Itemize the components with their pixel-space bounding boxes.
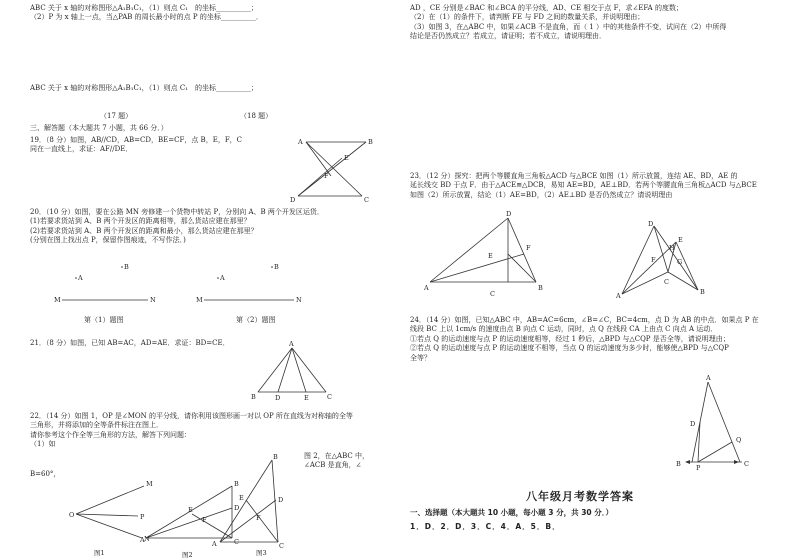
q24-label-c: C — [744, 460, 749, 468]
q20-fig2-label-m: M — [196, 296, 203, 304]
q22-fig2-text-1: 图 2，在△ABC 中， — [304, 452, 369, 460]
q20-fig2-point-a — [217, 277, 219, 279]
q21-line-1: 21．（8 分）如图，已知 AB=AC，AD=AE．求证：BD=CE． — [30, 339, 230, 347]
top-left-text — [30, 4, 263, 23]
q23-fig2-side-ac — [622, 272, 668, 294]
q20-fig2-label-a: A — [220, 274, 225, 282]
q23-fig1-label-a: A — [424, 284, 429, 292]
q22-fig2-label-e: E — [188, 506, 193, 514]
q23-text — [410, 172, 757, 200]
q19-segment-bd — [298, 142, 366, 196]
q20-fig1-label-n: N — [150, 296, 156, 304]
q19-segment-ac — [306, 142, 362, 196]
q24-text — [410, 316, 759, 363]
q22-fig2-label-a: A — [140, 536, 145, 544]
q24-segment-pq — [698, 442, 732, 462]
q24-side-ac — [708, 382, 740, 462]
q23-fig2-label-a: A — [616, 292, 621, 300]
q23-fig1-side-ad — [430, 218, 508, 282]
q22-fig1-label-m: M — [146, 480, 153, 488]
q23-line-2: 延长线交 BD 于点 F．由于△ACE≌△DCB，易知 AE=BD，AE⊥BD．若两个等腰直角三角板△ACD 与△BCE — [410, 181, 757, 190]
q21-label-c: C — [327, 393, 332, 401]
q23-fig2-label-d: D — [648, 220, 654, 228]
q22-fig1-ray-om — [76, 486, 144, 514]
q20-fig1-point-a — [75, 277, 77, 279]
q22-fig2-label-f: F — [202, 516, 207, 524]
q22-line-5: B=60°， — [30, 470, 61, 478]
q20-fig1-label-m: M — [54, 296, 61, 304]
q23-fig1-side-db — [508, 218, 536, 282]
q23-fig2-label-e: E — [678, 236, 683, 244]
q22-fig3-label-a: A — [212, 540, 217, 548]
q19-label-c: C — [364, 196, 369, 204]
q22-fig3-side-ba — [220, 460, 272, 542]
q22-fig2-text — [304, 452, 369, 471]
q20-fig2-caption: 第（2）题图 — [236, 316, 276, 324]
top-left-line-3: ABC 关于 x 轴的对称图形△A₁B₁C₁，（1）则点 C₁ 的坐标__________； — [30, 84, 259, 92]
q20-line-4: (分别在图上找出点 P，保留作图痕迹，不写作法．) — [30, 236, 186, 245]
q23-fig2-label-g: G — [677, 258, 683, 266]
q23-figure-2 — [614, 218, 710, 300]
q22-line-2: 三角形，并将添加的全等条件标注在图上． — [30, 421, 163, 430]
q24-line-3: ①若点 Q 的运动速度与点 P 的运动速度相等，经过 1 秒后，△BPD 与△CQP 是否全等，请说明理由； — [410, 334, 730, 343]
q23-fig1-label-b: B — [538, 284, 543, 292]
q22-fig3-bisector-ce — [246, 500, 278, 542]
q19-label-b: B — [368, 138, 373, 146]
q21-segment-ab — [258, 348, 292, 392]
q23-fig1-line-af — [430, 254, 524, 282]
q24-arrow-icon — [734, 460, 739, 464]
q24-line-2: 线段 BC 上以 1cm/s 的速度由点 B 向点 C 运动，同时，点 Q 在线段 CA 上由点 C 向点 A 运动． — [410, 325, 718, 334]
q23-fig2-side-ad — [622, 226, 654, 294]
q22-fig1-ray-on — [76, 514, 142, 538]
q23-line-1: 23．（12 分）探究：把两个等腰直角三角板△ACD 与△BCE 如图（1）所示放置，连结 AE、BD，AE 的 — [410, 172, 738, 180]
q22-fig3-label-e: E — [239, 494, 244, 502]
q19-segment-de — [298, 158, 342, 196]
q21-segment-ac — [292, 348, 326, 392]
top-left-line-1: ABC 关于 x 轴的对称图形△A₁B₁C₁，（1）则点 C₁ 的坐标__________； — [30, 4, 259, 12]
q20-fig2-point-b — [271, 266, 273, 268]
q23-fig2-side-dc — [654, 226, 668, 272]
q23-fig1-label-d: D — [506, 210, 512, 218]
q22-text — [30, 412, 353, 450]
q20-figure-2 — [196, 262, 306, 307]
q23-fig1-label-f: F — [526, 244, 531, 252]
q24-line-5: 全等？ — [410, 353, 431, 362]
caption-fig18: （18 题） — [240, 112, 273, 120]
q23-line-3: 如图（2）所示放置，结论（1）AE=BD，（2）AE⊥BD 是否仍然成立？请说明理由 — [410, 190, 673, 199]
q23-fig2-label-h: H — [669, 244, 675, 252]
q22-fig2-label-d: D — [234, 504, 240, 512]
q20-fig1-label-b: B — [124, 263, 129, 271]
q22-fig3-caption: 图3 — [256, 549, 267, 557]
q21-segment-ad — [278, 348, 292, 392]
q20-line-1: 20．（10 分）如图，要在公路 MN 旁修建一个货物中转站 P，分别向 A、B 两个开发区运货． — [30, 208, 324, 216]
q22-fig2-label-b: B — [234, 480, 239, 488]
q22-fig1-ray-op — [76, 514, 138, 516]
q23-fig2-side-eb — [676, 242, 698, 290]
top-right-line-3: （3）如图 3，在△ABC 中，如果∠ACB 不是直角，而（ 1 ）中的其他条件不变，试问在（2）中所得 — [410, 22, 727, 31]
q21-label-b: B — [251, 393, 256, 401]
q22-fig2-text-2: ∠ACB 是直角，∠ — [304, 461, 362, 470]
q20-fig1-label-a: A — [78, 274, 83, 282]
q22-line-3: 请你参考这个作全等三角形的方法，解答下列问题： — [30, 430, 191, 439]
q22-line-4: （1）如 — [30, 440, 56, 449]
q21-segment-ae — [292, 348, 306, 392]
q22-fig3-label-c: C — [279, 542, 284, 550]
q19-line-1: 19．（8 分）如图，AB//CD，AB=CD，BE=CF，点 B，E，F，C — [30, 136, 243, 144]
q20-line-3: (2)若要求货站到 A、B 两个开发区的距离和最小，那么货站应建在那里？ — [30, 226, 258, 235]
q22-fig1-label-n: N — [144, 535, 150, 543]
top-right-line-1: AD ，CE 分别是∠BAC 和∠BCA 的平分线，AD、CE 相交于点 F，求∠EFA 的度数； — [410, 4, 683, 12]
q19-label-e: E — [344, 154, 349, 162]
q19-label-d: D — [290, 196, 296, 204]
q22-fig3-label-d: D — [278, 496, 284, 504]
answers-line-1: 1．D．2．D．3．C．4．A．5．B． — [410, 522, 561, 531]
q22-fig2-label-c: C — [234, 538, 239, 546]
q24-label-p: P — [696, 464, 701, 472]
q21-label-a: A — [289, 340, 294, 348]
q23-fig1-label-c: C — [490, 290, 495, 298]
q23-fig2-line-ae — [622, 242, 676, 294]
q20-fig2-label-n: N — [296, 296, 302, 304]
q22-figure-3 — [212, 453, 286, 550]
q19-text — [30, 136, 242, 155]
q22-fig1-label-o: O — [69, 511, 75, 519]
q21-label-e: E — [304, 394, 309, 402]
q23-fig1-label-e: E — [488, 252, 493, 260]
q22-fig3-label-b: B — [273, 453, 278, 461]
q21-figure — [246, 342, 336, 402]
q22-fig1-label-p: P — [140, 513, 145, 521]
q19-figure — [290, 136, 380, 204]
q22-fig3-label-f: F — [256, 514, 261, 522]
q24-arrow-left-icon — [685, 460, 690, 464]
q23-fig1-side-eb — [508, 254, 536, 282]
answers-section-1: 一、选择题（本大题共 10 小题，每小题 3 分，共 30 分．） — [410, 508, 614, 517]
q20-text — [30, 208, 324, 246]
top-right-line-2: （2）在（1）的条件下，请判断 FE 与 FD 之间的数量关系，并说明理由； — [410, 13, 645, 22]
top-right-line-4: 结论是否仍然成立？若成立，请证明；若不成立，请说明理由． — [410, 32, 606, 41]
q23-fig2-line-db — [654, 226, 698, 290]
q20-figure-1 — [50, 262, 160, 307]
q24-label-b: B — [676, 460, 681, 468]
q24-figure — [676, 374, 756, 474]
q20-fig1-caption: 第（1）题图 — [84, 316, 124, 324]
top-left-line-2: （2）P 为 x 轴上一点，当△PAB 的周长最小时的点 P 的坐标__________． — [30, 13, 263, 22]
q21-label-d: D — [275, 394, 281, 402]
q23-fig2-label-f: F — [651, 256, 656, 264]
q20-fig2-label-b: B — [274, 263, 279, 271]
caption-fig17: （17 题） — [100, 112, 133, 120]
q23-fig2-label-b: B — [700, 288, 705, 296]
section3-title: 三、解答题（本大题共 7 小题，共 66 分．） — [30, 124, 168, 132]
q20-line-2: (1)若要求货站到 A、B 两个开发区的距离相等，那么货站应建在那里？ — [30, 217, 251, 226]
answers-title: 八年级月考数学答案 — [526, 490, 634, 503]
q24-line-1: 24．（14 分）如图，已知△ABC 中，AB=AC=6cm，∠B=∠C，BC=4cm，点 D 为 AB 的中点．如果点 P 在 — [410, 316, 759, 324]
q23-fig2-label-c: C — [664, 278, 669, 286]
q24-line-4: ②若点 Q 的运动速度与点 P 的运动速度不相等，当点 Q 的运动速度为多少时，能够使△BPD 与△CQP — [410, 344, 729, 353]
q20-fig1-point-b — [121, 266, 123, 268]
top-right-text — [410, 4, 726, 42]
q19-label-a: A — [298, 138, 303, 146]
q22-fig3-bisector-ad — [220, 500, 276, 542]
q19-label-f: F — [324, 172, 329, 180]
q24-label-a: A — [706, 374, 711, 382]
q22-fig2-caption: 图2 — [182, 551, 193, 559]
q22-line-1: 22．（14 分）如图 1，OP 是∠MON 的平分线，请你利用该图形画一对以 OP 所在直线为对称轴的全等 — [30, 412, 353, 420]
q24-label-d: D — [690, 420, 696, 428]
q22-fig1-caption: 图1 — [94, 549, 105, 557]
q24-label-q: Q — [736, 436, 742, 444]
q19-line-2: 同在一直线上，求证：AF//DE． — [30, 145, 133, 154]
q23-figure-1 — [424, 210, 554, 300]
